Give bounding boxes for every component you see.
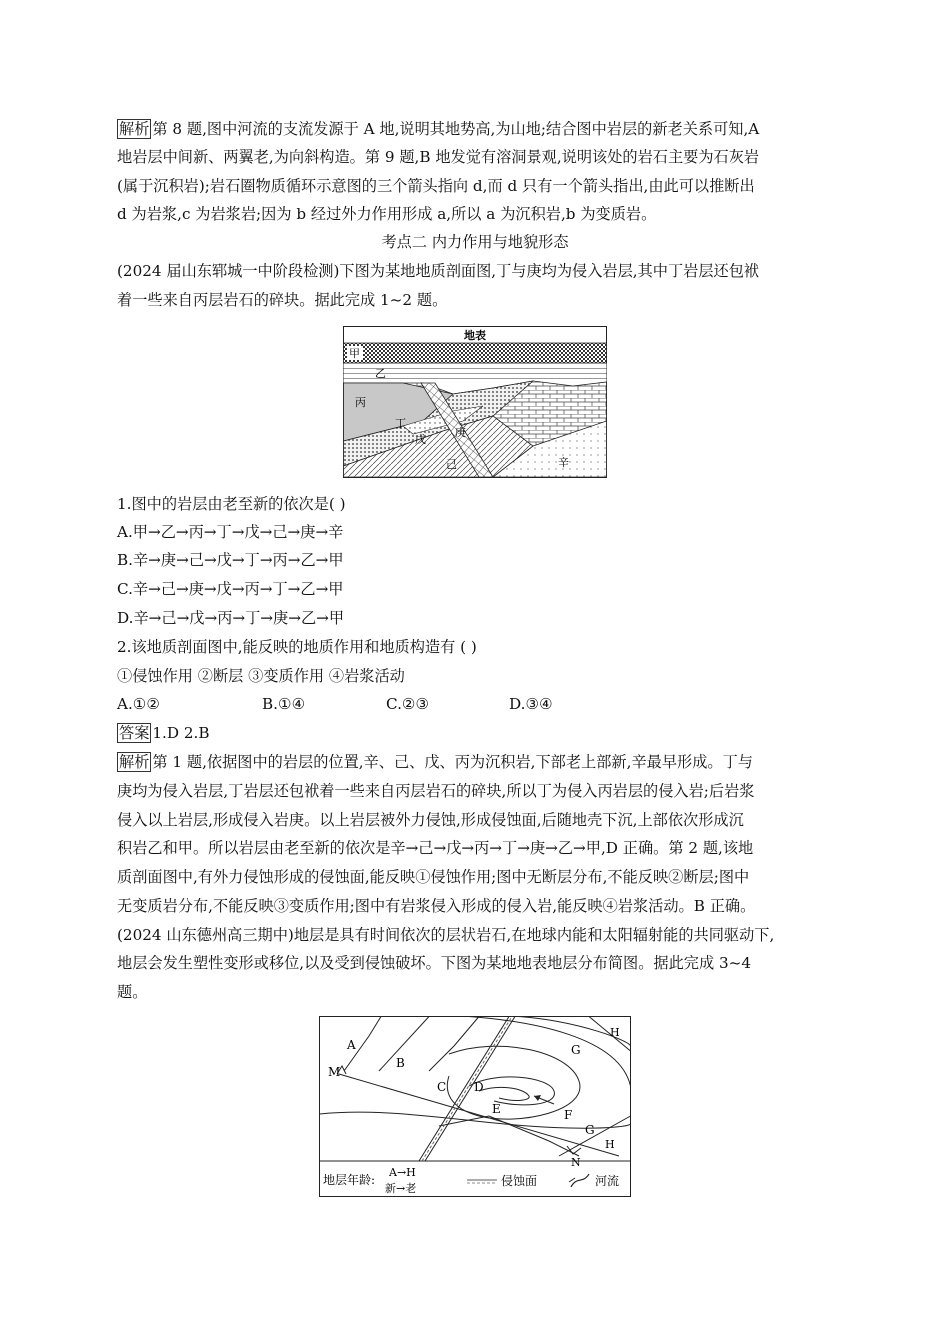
analysis2-line-1: 解析 第 1 题,依据图中的岩层的位置,辛、己、戊、丙为沉积岩,下部老上部新,辛最早形成。丁与 [119,753,753,771]
q2-option-a: A.①② [117,695,161,713]
fig1-layer-ding: 丁 [395,417,406,430]
analysis2-line-2: 庚均为侵入岩层,丁岩层还包袱着一些来自丙层岩石的碎块,所以丁为侵入丙岩层的侵入岩;后岩浆 [117,782,755,800]
q1-option-b: B.辛→庚→己→戊→丁→丙→乙→甲 [117,551,344,569]
q2-option-b: B.①④ [262,695,306,713]
fig1-layer-wu: 戊 [415,433,426,446]
fig1-layer-yi: 乙 [375,367,386,380]
fig2-label-e: E [492,1102,501,1116]
fig2-label-d: D [474,1080,484,1094]
fig2-label-a: A [347,1038,356,1052]
intro2-line-1: (2024 山东德州高三期中)地层是具有时间依次的层状岩石,在地球内能和太阳辐射能的共同驱动下, [117,926,775,944]
fig1-layer-xin: 辛 [558,456,569,469]
q1-option-d: D.辛→己→戊→丙→丁→庚→乙→甲 [117,609,345,627]
fig2-legend-age: 地层年龄: [323,1173,376,1187]
geologic-cross-section-figure [343,326,607,478]
fig1-layer-ji: 己 [446,458,457,471]
fig2-legend-age-order: 新→老 [385,1182,417,1195]
analysis-tag: 解析 [119,120,150,138]
fig2-label-c: C [437,1080,447,1094]
fig1-layer-jia: 甲 [349,347,360,360]
analysis-line-3: (属于沉积岩);岩石圈物质循环示意图的三个箭头指向 d,而 d 只有一个箭头指出,由此可以推断出 [117,177,755,195]
analysis2-line-6: 无变质岩分布,不能反映③变质作用;图中有岩浆侵入形成的侵入岩,能反映④岩浆活动。B 正确。 [117,897,756,915]
q2-items: ①侵蚀作用 ②断层 ③变质作用 ④岩浆活动 [117,667,405,685]
fig2-legend-erosion: 侵蚀面 [501,1174,538,1188]
analysis-line-4: d 为岩浆,c 为岩浆岩;因为 b 经过外力作用形成 a,所以 a 为沉积岩,b 为变质岩。 [117,205,657,223]
section-title: 考点二 内力作用与地貌形态 [381,233,569,251]
fig2-label-h-top: H [610,1026,620,1039]
q1-option-c: C.辛→己→庚→戊→丙→丁→乙→甲 [117,580,344,598]
fig2-label-m: M [328,1065,341,1079]
intro2-line-3: 题。 [117,983,148,1001]
fig2-legend-age-ah: A→H [389,1166,416,1179]
analysis-line-1: 解析 第 8 题,图中河流的支流发源于 A 地,说明其地势高,为山地;结合图中岩层的新老关系可知,A [119,120,760,138]
intro2-line-2: 地层会发生塑性变形或移位,以及受到侵蚀破坏。下图为某地地表地层分布简图。据此完成 3~4 [117,954,752,972]
analysis2-line-3: 侵入以上岩层,形成侵入岩庚。以上岩层被外力侵蚀,形成侵蚀面,后随地壳下沉,上部依次形成沉 [117,811,744,829]
q1-option-a: A.甲→乙→丙→丁→戊→己→庚→辛 [117,523,344,541]
answer-tag: 答案 [119,724,150,742]
answer-line: 答案 1.D 2.B [119,724,210,742]
fig2-label-b: B [396,1056,405,1070]
fig2-label-g-bottom: G [585,1123,595,1137]
strata-distribution-map-figure [319,1016,631,1197]
fig2-label-f: F [564,1108,573,1122]
q1-stem: 1.图中的岩层由老至新的依次是( ) [117,495,346,513]
fig2-label-h-bottom: H [605,1138,615,1151]
q2-option-c: C.②③ [386,695,430,713]
fig2-label-n: N [571,1156,581,1169]
fig1-layer-geng: 庚 [455,426,466,439]
analysis-tag-2: 解析 [119,753,150,771]
q2-stem: 2.该地质剖面图中,能反映的地质作用和地质构造有 ( ) [117,638,477,656]
fig2-label-g-top: G [571,1043,581,1057]
intro1-line-1: (2024 届山东郓城一中阶段检测)下图为某地地质剖面图,丁与庚均为侵入岩层,其中丁岩层还包袱 [117,262,760,280]
analysis-line-2: 地岩层中间新、两翼老,为向斜构造。第 9 题,B 地发觉有溶洞景观,说明该处的岩石主要为石灰岩 [117,148,760,166]
analysis2-line-5: 质剖面图中,有外力侵蚀形成的侵蚀面,能反映①侵蚀作用;图中无断层分布,不能反映②断层;图中 [117,868,750,886]
fig1-layer-bing: 丙 [355,396,366,409]
fig1-title: 地表 [464,329,486,342]
fig2-legend-river: 河流 [595,1174,620,1188]
q2-option-d: D.③④ [509,695,553,713]
analysis2-line-4: 积岩乙和甲。所以岩层由老至新的依次是辛→己→戊→丙→丁→庚→乙→甲,D 正确。第 2 题,该地 [117,839,754,857]
intro1-line-2: 着一些来自丙层岩石的碎块。据此完成 1~2 题。 [117,291,448,309]
